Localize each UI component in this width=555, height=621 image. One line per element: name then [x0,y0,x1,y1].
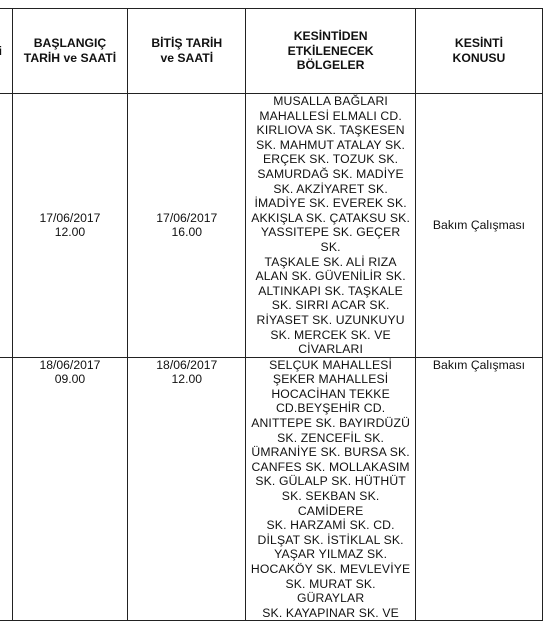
region-line: İMADİYE SK. EVEREK SK. [254,196,407,211]
region-line: ALAN SK. GÜVENİLİR SK. [255,269,406,284]
outage-topic-cell [415,94,542,358]
affected-regions-cell [246,94,416,358]
region-line: ERÇEK SK. TOZUK SK. [263,152,399,167]
header-start-line-2: TARİH ve SAATİ [23,51,117,65]
region-line: HOCAKÖY SK. MEVLEVİYE [250,562,411,576]
region-line: CD.BEYŞEHİR CD. [275,401,386,416]
region-line: HOCACİHAN TEKKE [271,386,390,401]
start-date: 17/06/2017 [39,210,101,225]
region-line: TAŞKALE SK. ALİ RIZA [264,254,397,269]
region-line: MAHALLESİ ELMALI CD. [259,108,402,123]
region-line: KIRLIOVA SK. TAŞKESEN [256,123,405,138]
header-number-label: i [0,43,2,58]
start-datetime-cell [12,94,128,358]
header-regions-line-2: BÖLGELER [296,58,365,73]
end-datetime-cell [128,357,246,621]
start-datetime-cell [12,357,128,621]
start-time: 09.00 [54,372,86,387]
region-line: MUSALLA BAĞLARI [273,94,388,108]
end-time: 12.00 [171,372,203,387]
header-topic-line-1: KESİNTİ [454,36,503,51]
region-line: SK. MAHMUT ATALAY SK. [256,137,406,152]
row-number-cell [0,357,12,621]
affected-regions-cell [246,357,416,621]
region-line: CANFES SK. MOLLAKASIM [251,459,410,474]
region-line: YASSITEPE SK. GEÇER SK. [260,225,401,254]
end-date: 17/06/2017 [156,210,218,225]
region-line: YAŞAR YILMAZ SK. [274,547,388,562]
start-date: 18/06/2017 [39,357,101,372]
region-line: SK. SEKBAN SK. CAMİDERE [281,489,380,518]
region-line: SK. KAYAPINAR SK. VE [262,605,399,620]
power-outage-table [0,8,543,621]
region-line: CİVARLARI [298,342,363,357]
region-line: SAMURDAĞ SK. MADİYE [257,166,404,181]
region-line: SK. HARZAMİ SK. CD. [266,518,395,533]
end-datetime-cell [128,94,246,358]
region-line: SK. ZENCEFİL SK. [277,430,385,445]
region-line: SK. MURAT SK. GÜRAYLAR [285,576,376,606]
end-date: 18/06/2017 [156,357,218,372]
outage-topic-cell [415,357,542,621]
header-number [0,9,12,94]
header-topic-line-2: KONUSU [452,51,506,65]
region-line: RİYASET SK. UZUNKUYU [256,312,405,327]
region-line: SK. MERCEK SK. VE [270,327,391,342]
header-start-datetime [12,9,128,94]
header-affected-regions [246,9,416,94]
header-outage-topic [415,9,542,94]
outage-topic: Bakım Çalışması [432,218,526,233]
region-line: SK. SIRRI ACAR SK. [271,298,390,313]
region-line: ANITTEPE SK. BAYIRDÜZÜ [251,416,411,431]
region-line: ÜMRANİYE SK. BURSA SK. [251,445,410,460]
region-line: ŞEKER MAHALLESİ [272,372,389,387]
region-line: SELÇUK MAHALLESİ [269,357,393,372]
outage-topic: Bakım Çalışması [432,357,526,372]
end-time: 16.00 [171,225,203,240]
region-line: AKKIŞLA SK. ÇATAKSU SK. [251,210,410,225]
start-time: 12.00 [54,225,86,240]
region-line: DİLŞAT SK. İSTİKLAL SK. [257,532,404,547]
header-end-line-1: BİTİŞ TARİH [151,36,223,51]
table-row [0,94,543,358]
region-line: ALTINKAPI SK. TAŞKALE [258,283,403,298]
header-end-line-2: ve SAATİ [160,51,214,65]
row-number-cell [0,94,12,358]
header-end-datetime [128,9,246,94]
table-row [0,357,543,621]
header-regions-line-1: KESİNTİDEN ETKİLENECEK [287,29,374,58]
region-line: SK. GÜLALP SK. HÜTHÜT [255,474,406,489]
header-start-line-1: BAŞLANGIÇ [33,36,107,51]
region-line: SK. AKZİYARET SK. [273,181,388,196]
table-header-row [0,9,543,94]
